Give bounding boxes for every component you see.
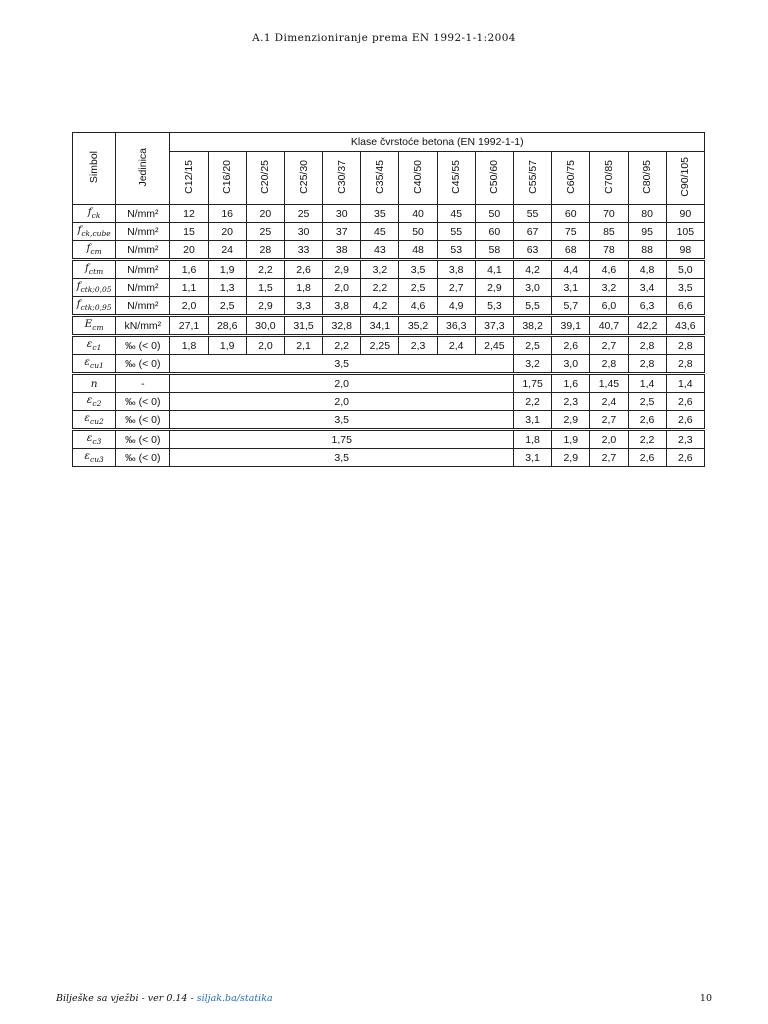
value-cell: 2,9 bbox=[552, 449, 590, 467]
value-cell: 25 bbox=[284, 205, 322, 223]
value-cell: 2,9 bbox=[323, 260, 361, 279]
value-cell: 37,3 bbox=[475, 316, 513, 336]
unit-cell: ‰ (< 0) bbox=[116, 411, 170, 430]
symbol-cell: $f_{ck,cube}$ bbox=[73, 223, 116, 241]
value-cell: 2,2 bbox=[246, 260, 284, 279]
footer-note bbox=[56, 993, 273, 1004]
value-cell: 27,1 bbox=[170, 316, 208, 336]
value-cell: 3,5 bbox=[666, 279, 704, 297]
value-cell: 55 bbox=[513, 205, 551, 223]
value-cell: 43 bbox=[361, 241, 399, 260]
unit-cell: ‰ (< 0) bbox=[116, 393, 170, 411]
value-cell: 2,6 bbox=[552, 336, 590, 355]
class-header: C12/15 bbox=[170, 152, 208, 205]
value-cell: 30 bbox=[284, 223, 322, 241]
value-cell: 3,5 bbox=[399, 260, 437, 279]
unit-cell: kN/mm² bbox=[116, 316, 170, 336]
value-cell: 3,2 bbox=[590, 279, 628, 297]
merged-value-cell: 2,0 bbox=[170, 374, 514, 393]
value-cell: 2,0 bbox=[170, 297, 208, 316]
value-cell: 34,1 bbox=[361, 316, 399, 336]
value-cell: 4,9 bbox=[437, 297, 475, 316]
table-row bbox=[73, 355, 705, 374]
value-cell: 2,5 bbox=[208, 297, 246, 316]
value-cell: 2,8 bbox=[590, 355, 628, 374]
table-row bbox=[73, 393, 705, 411]
unit-cell: N/mm² bbox=[116, 223, 170, 241]
table-row bbox=[73, 260, 705, 279]
value-cell: 28 bbox=[246, 241, 284, 260]
value-cell: 2,4 bbox=[437, 336, 475, 355]
unit-header: Jedinica bbox=[116, 133, 170, 205]
value-cell: 45 bbox=[361, 223, 399, 241]
class-header: C60/75 bbox=[552, 152, 590, 205]
value-cell: 3,1 bbox=[513, 449, 551, 467]
footer-text: Bilješke sa vježbi - ver 0.14 - bbox=[56, 993, 197, 1004]
unit-cell: ‰ (< 0) bbox=[116, 355, 170, 374]
value-cell: 2,8 bbox=[666, 336, 704, 355]
value-cell: 35,2 bbox=[399, 316, 437, 336]
value-cell: 1,75 bbox=[513, 374, 551, 393]
value-cell: 2,2 bbox=[513, 393, 551, 411]
value-cell: 53 bbox=[437, 241, 475, 260]
symbol-cell: $\varepsilon_{cu1}$ bbox=[73, 355, 116, 374]
value-cell: 4,6 bbox=[399, 297, 437, 316]
value-cell: 2,6 bbox=[666, 393, 704, 411]
value-cell: 48 bbox=[399, 241, 437, 260]
value-cell: 2,2 bbox=[628, 430, 666, 449]
table-row bbox=[73, 449, 705, 467]
value-cell: 1,8 bbox=[513, 430, 551, 449]
class-header: C25/30 bbox=[284, 152, 322, 205]
value-cell: 5,0 bbox=[666, 260, 704, 279]
value-cell: 67 bbox=[513, 223, 551, 241]
value-cell: 3,8 bbox=[323, 297, 361, 316]
value-cell: 3,1 bbox=[513, 411, 551, 430]
value-cell: 2,9 bbox=[552, 411, 590, 430]
value-cell: 2,6 bbox=[284, 260, 322, 279]
merged-value-cell: 3,5 bbox=[170, 411, 514, 430]
value-cell: 4,2 bbox=[361, 297, 399, 316]
value-cell: 6,0 bbox=[590, 297, 628, 316]
value-cell: 2,7 bbox=[590, 336, 628, 355]
value-cell: 95 bbox=[628, 223, 666, 241]
value-cell: 2,0 bbox=[323, 279, 361, 297]
value-cell: 2,8 bbox=[666, 355, 704, 374]
value-cell: 38 bbox=[323, 241, 361, 260]
value-cell: 80 bbox=[628, 205, 666, 223]
value-cell: 6,3 bbox=[628, 297, 666, 316]
value-cell: 20 bbox=[208, 223, 246, 241]
symbol-cell: $\varepsilon_{cu3}$ bbox=[73, 449, 116, 467]
value-cell: 2,2 bbox=[361, 279, 399, 297]
value-cell: 88 bbox=[628, 241, 666, 260]
symbol-cell: $\varepsilon_{c3}$ bbox=[73, 430, 116, 449]
footer-link[interactable]: siljak.ba/statika bbox=[196, 993, 273, 1004]
value-cell: 1,4 bbox=[666, 374, 704, 393]
value-cell: 2,6 bbox=[666, 449, 704, 467]
value-cell: 43,6 bbox=[666, 316, 704, 336]
symbol-cell: $f_{ctk;0,95}$ bbox=[73, 297, 116, 316]
value-cell: 2,9 bbox=[246, 297, 284, 316]
value-cell: 40 bbox=[399, 205, 437, 223]
class-header: C90/105 bbox=[666, 152, 704, 205]
value-cell: 1,9 bbox=[552, 430, 590, 449]
strength-classes-title: Klase čvrstoće betona (EN 1992-1-1) bbox=[170, 133, 705, 152]
value-cell: 2,7 bbox=[437, 279, 475, 297]
value-cell: 3,4 bbox=[628, 279, 666, 297]
value-cell: 50 bbox=[399, 223, 437, 241]
value-cell: 5,7 bbox=[552, 297, 590, 316]
unit-cell: ‰ (< 0) bbox=[116, 430, 170, 449]
value-cell: 1,8 bbox=[170, 336, 208, 355]
table-row bbox=[73, 223, 705, 241]
value-cell: 3,2 bbox=[513, 355, 551, 374]
page-header: A.1 Dimenzioniranje prema EN 1992-1-1:2004 bbox=[252, 32, 516, 44]
class-header: C70/85 bbox=[590, 152, 628, 205]
symbol-cell: $f_{ck}$ bbox=[73, 205, 116, 223]
value-cell: 2,2 bbox=[323, 336, 361, 355]
value-cell: 4,2 bbox=[513, 260, 551, 279]
class-header: C45/55 bbox=[437, 152, 475, 205]
table-row bbox=[73, 430, 705, 449]
value-cell: 15 bbox=[170, 223, 208, 241]
value-cell: 1,8 bbox=[284, 279, 322, 297]
value-cell: 2,1 bbox=[284, 336, 322, 355]
symbol-cell: $f_{cm}$ bbox=[73, 241, 116, 260]
value-cell: 50 bbox=[475, 205, 513, 223]
value-cell: 2,0 bbox=[246, 336, 284, 355]
unit-cell: - bbox=[116, 374, 170, 393]
value-cell: 98 bbox=[666, 241, 704, 260]
value-cell: 2,45 bbox=[475, 336, 513, 355]
value-cell: 2,7 bbox=[590, 449, 628, 467]
value-cell: 3,2 bbox=[361, 260, 399, 279]
value-cell: 60 bbox=[552, 205, 590, 223]
table-row bbox=[73, 374, 705, 393]
value-cell: 85 bbox=[590, 223, 628, 241]
merged-value-cell: 3,5 bbox=[170, 355, 514, 374]
value-cell: 55 bbox=[437, 223, 475, 241]
class-header: C80/95 bbox=[628, 152, 666, 205]
unit-cell: N/mm² bbox=[116, 205, 170, 223]
unit-cell: N/mm² bbox=[116, 260, 170, 279]
table-row bbox=[73, 205, 705, 223]
value-cell: 20 bbox=[246, 205, 284, 223]
value-cell: 2,0 bbox=[590, 430, 628, 449]
value-cell: 2,3 bbox=[666, 430, 704, 449]
value-cell: 2,6 bbox=[628, 449, 666, 467]
value-cell: 1,3 bbox=[208, 279, 246, 297]
page-number: 10 bbox=[699, 993, 712, 1004]
symbol-header: Simbol bbox=[73, 133, 116, 205]
value-cell: 1,1 bbox=[170, 279, 208, 297]
value-cell: 2,5 bbox=[513, 336, 551, 355]
value-cell: 4,8 bbox=[628, 260, 666, 279]
merged-value-cell: 1,75 bbox=[170, 430, 514, 449]
value-cell: 35 bbox=[361, 205, 399, 223]
class-header: C40/50 bbox=[399, 152, 437, 205]
table-row bbox=[73, 336, 705, 355]
value-cell: 2,8 bbox=[628, 336, 666, 355]
class-header: C50/60 bbox=[475, 152, 513, 205]
merged-value-cell: 3,5 bbox=[170, 449, 514, 467]
value-cell: 2,9 bbox=[475, 279, 513, 297]
value-cell: 28,6 bbox=[208, 316, 246, 336]
value-cell: 33 bbox=[284, 241, 322, 260]
value-cell: 5,5 bbox=[513, 297, 551, 316]
unit-cell: N/mm² bbox=[116, 297, 170, 316]
symbol-cell: $f_{ctk;0,05}$ bbox=[73, 279, 116, 297]
value-cell: 37 bbox=[323, 223, 361, 241]
value-cell: 24 bbox=[208, 241, 246, 260]
value-cell: 31,5 bbox=[284, 316, 322, 336]
value-cell: 30,0 bbox=[246, 316, 284, 336]
value-cell: 1,9 bbox=[208, 336, 246, 355]
value-cell: 1,6 bbox=[170, 260, 208, 279]
value-cell: 2,5 bbox=[399, 279, 437, 297]
table-row bbox=[73, 241, 705, 260]
value-cell: 3,0 bbox=[513, 279, 551, 297]
value-cell: 4,1 bbox=[475, 260, 513, 279]
unit-cell: ‰ (< 0) bbox=[116, 449, 170, 467]
merged-value-cell: 2,0 bbox=[170, 393, 514, 411]
value-cell: 1,4 bbox=[628, 374, 666, 393]
value-cell: 78 bbox=[590, 241, 628, 260]
value-cell: 2,25 bbox=[361, 336, 399, 355]
unit-cell: N/mm² bbox=[116, 241, 170, 260]
table-row bbox=[73, 316, 705, 336]
class-header: C20/25 bbox=[246, 152, 284, 205]
value-cell: 3,1 bbox=[552, 279, 590, 297]
value-cell: 2,7 bbox=[590, 411, 628, 430]
value-cell: 1,5 bbox=[246, 279, 284, 297]
value-cell: 42,2 bbox=[628, 316, 666, 336]
concrete-properties-table bbox=[72, 132, 705, 467]
value-cell: 25 bbox=[246, 223, 284, 241]
value-cell: 20 bbox=[170, 241, 208, 260]
value-cell: 2,6 bbox=[666, 411, 704, 430]
symbol-cell: n bbox=[73, 374, 116, 393]
value-cell: 45 bbox=[437, 205, 475, 223]
value-cell: 4,4 bbox=[552, 260, 590, 279]
value-cell: 1,6 bbox=[552, 374, 590, 393]
symbol-cell: $\varepsilon_{c1}$ bbox=[73, 336, 116, 355]
value-cell: 32,8 bbox=[323, 316, 361, 336]
unit-cell: ‰ (< 0) bbox=[116, 336, 170, 355]
value-cell: 2,3 bbox=[552, 393, 590, 411]
value-cell: 30 bbox=[323, 205, 361, 223]
value-cell: 2,3 bbox=[399, 336, 437, 355]
class-header: C30/37 bbox=[323, 152, 361, 205]
symbol-cell: $\varepsilon_{cu2}$ bbox=[73, 411, 116, 430]
value-cell: 39,1 bbox=[552, 316, 590, 336]
symbol-cell: $E_{cm}$ bbox=[73, 316, 116, 336]
unit-cell: N/mm² bbox=[116, 279, 170, 297]
value-cell: 58 bbox=[475, 241, 513, 260]
value-cell: 5,3 bbox=[475, 297, 513, 316]
value-cell: 2,8 bbox=[628, 355, 666, 374]
value-cell: 68 bbox=[552, 241, 590, 260]
value-cell: 90 bbox=[666, 205, 704, 223]
value-cell: 16 bbox=[208, 205, 246, 223]
value-cell: 6,6 bbox=[666, 297, 704, 316]
class-header: C35/45 bbox=[361, 152, 399, 205]
value-cell: 3,3 bbox=[284, 297, 322, 316]
value-cell: 4,6 bbox=[590, 260, 628, 279]
value-cell: 3,8 bbox=[437, 260, 475, 279]
value-cell: 2,6 bbox=[628, 411, 666, 430]
value-cell: 63 bbox=[513, 241, 551, 260]
symbol-cell: $f_{ctm}$ bbox=[73, 260, 116, 279]
value-cell: 40,7 bbox=[590, 316, 628, 336]
value-cell: 12 bbox=[170, 205, 208, 223]
value-cell: 105 bbox=[666, 223, 704, 241]
value-cell: 70 bbox=[590, 205, 628, 223]
table-row bbox=[73, 297, 705, 316]
value-cell: 60 bbox=[475, 223, 513, 241]
value-cell: 36,3 bbox=[437, 316, 475, 336]
symbol-cell: $\varepsilon_{c2}$ bbox=[73, 393, 116, 411]
value-cell: 1,45 bbox=[590, 374, 628, 393]
value-cell: 2,5 bbox=[628, 393, 666, 411]
table-row bbox=[73, 279, 705, 297]
value-cell: 38,2 bbox=[513, 316, 551, 336]
value-cell: 3,0 bbox=[552, 355, 590, 374]
value-cell: 1,9 bbox=[208, 260, 246, 279]
class-header: C16/20 bbox=[208, 152, 246, 205]
class-header: C55/57 bbox=[513, 152, 551, 205]
value-cell: 75 bbox=[552, 223, 590, 241]
value-cell: 2,4 bbox=[590, 393, 628, 411]
table-row bbox=[73, 411, 705, 430]
